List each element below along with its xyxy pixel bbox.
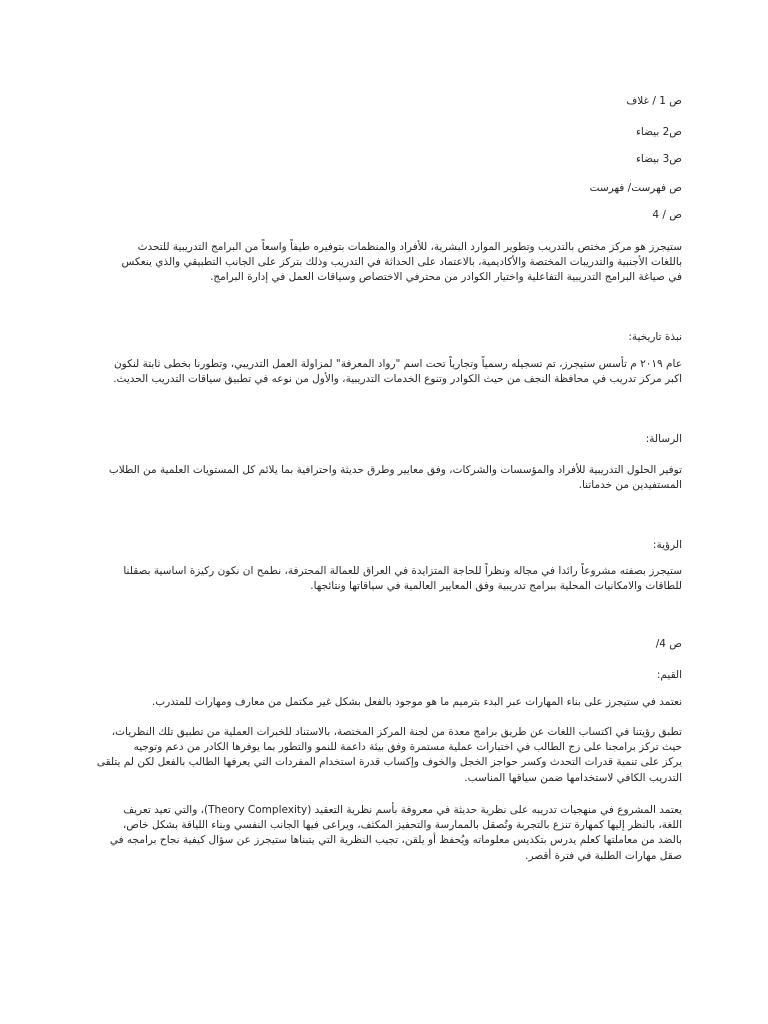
values-heading: القيم:	[656, 669, 682, 681]
theory-line: يعتمد المشروع في منهجيات تدريبه على نظرية حديثة في معروفة بأسم نظرية التعقيد (Theory Complexity)، والتي تعيد تعريف	[123, 804, 682, 816]
approach-line: يركز على تنمية قدرات التحدث وكسر حواجز الخجل والخوف وإكساب قدرة استخدام المفردات التي يعرفها الطالب بالفعل لكن لم يتلقى	[96, 756, 682, 769]
theory-line: صقل مهارات الطلبة في فترة أقصر.	[525, 849, 682, 862]
mission-paragraph	[86, 463, 682, 493]
header-line-page4: ص / 4	[652, 209, 682, 221]
history-paragraph	[86, 357, 682, 387]
page4-label: ص 4/	[655, 638, 682, 650]
vision-heading: الرؤية:	[652, 539, 682, 551]
history-heading: نبذة تاريخية:	[628, 331, 682, 343]
intro-line: باللغات الأجنبية والتدريبات المختصة والأكاديمية، بالاعتماد على الحداثة في التدريب وذلك بتركز على الجانب التطبيقي والذي ينعكس	[121, 256, 682, 269]
vision-line: للطاقات والامكانيات المحلية ببرامج تدريبية وفق المعايير العالمية في سياقاتها ونتائجها.	[310, 580, 682, 593]
history-line: عام ٢٠١٩ م تأسس ستيجرز، تم تسجيله رسمياً وتجارياً تحت اسم "رواد المعرفة" لمزاولة العمل التدريبي، وتطورنا بخطى ثابتة لنكون	[113, 358, 682, 370]
theory-line: اللغة، بالنظر إليها كمهارة تنزع بالتجربة وتُصقل بالممارسة والتحفيز المكثف، ويراعى فيها الجانب النفسي وبناء اللياقة بشكل خاص،	[122, 819, 682, 832]
mission-line: توفير الحلول التدريبية للأفراد والمؤسسات والشركات، وفق معايير وطرق حديثة واحترافية بما يلائم كل المستويات العلمية من الطلاب	[108, 464, 682, 476]
approach-line: التدريب الكافي لاستخدامها ضمن سياقها المناسب.	[464, 771, 682, 784]
approach-paragraph	[86, 725, 682, 786]
intro-line: في صياغة البرامج التدريبية التفاعلية واختيار الكوادر من محترفي الاختصاص وسياقات العمل في إدارة البرامج.	[210, 271, 682, 284]
values-line: نعتمد في ستيجرز على بناء المهارات عبر البدء بترميم ما هو موجود بالفعل بشكل غير مكتمل من معارف ومهارات للمتدرب.	[151, 696, 682, 708]
theory-line: بالضد من معاملتها كعلم يدرس بتكديس معلوماته ويُحفظ أو يلقن، تجيب النظرية التي يتبناها ستيجرز عن سؤال كيفية نجاح برامجه في	[109, 834, 682, 847]
intro-line: ستيجرز هو مركز مختص بالتدريب وتطوير الموارد البشرية، للأفراد والمنظمات بتوفيره طيفاً واسعاً من البرامج التدريبية للتحدث	[137, 241, 682, 253]
values-paragraph	[86, 695, 682, 710]
header-line-page3: ص3 بيضاء	[635, 153, 682, 165]
header-line-page2: ص2 بيضاء	[635, 126, 682, 138]
approach-line: حيث تركز برامجنا على زج الطالب في اختبارات عملية مستمرة وفق بيئة داعمة للنمو والتطور بما يوفرها الكادر من دعم وتوجيه	[133, 741, 682, 754]
mission-heading: الرسالة:	[645, 433, 682, 445]
header-line-index: ص فهرست/ فهرست	[589, 182, 682, 194]
intro-paragraph	[86, 240, 682, 286]
history-line: اكبر مركز تدريب في محافظة النجف من حيث الكوادر وتنوع الخدمات التدريبية، والأول من نوعه في تطبيق سياقات التدريب الحديث.	[113, 373, 682, 386]
vision-paragraph	[86, 564, 682, 594]
approach-line: تطبق رؤيتنا في اكتساب اللغات عن طريق برامج معدة من لجنة المركز المختصة، بالاستناد للخبرات العملية من تطبيق تلك النظريات،	[111, 726, 682, 738]
mission-line: المستفيدين من خدماتنا.	[578, 479, 682, 492]
theory-paragraph	[86, 803, 682, 864]
vision-line: ستيجرز بصفته مشروعاً رائدا في مجاله ونظراً للحاجة المتزايدة في العراق للعمالة المحترفة، نطمح ان نكون ركيزة اساسية بصقلنا	[123, 565, 682, 577]
header-line-cover: ص 1 / غلاف	[626, 95, 682, 107]
